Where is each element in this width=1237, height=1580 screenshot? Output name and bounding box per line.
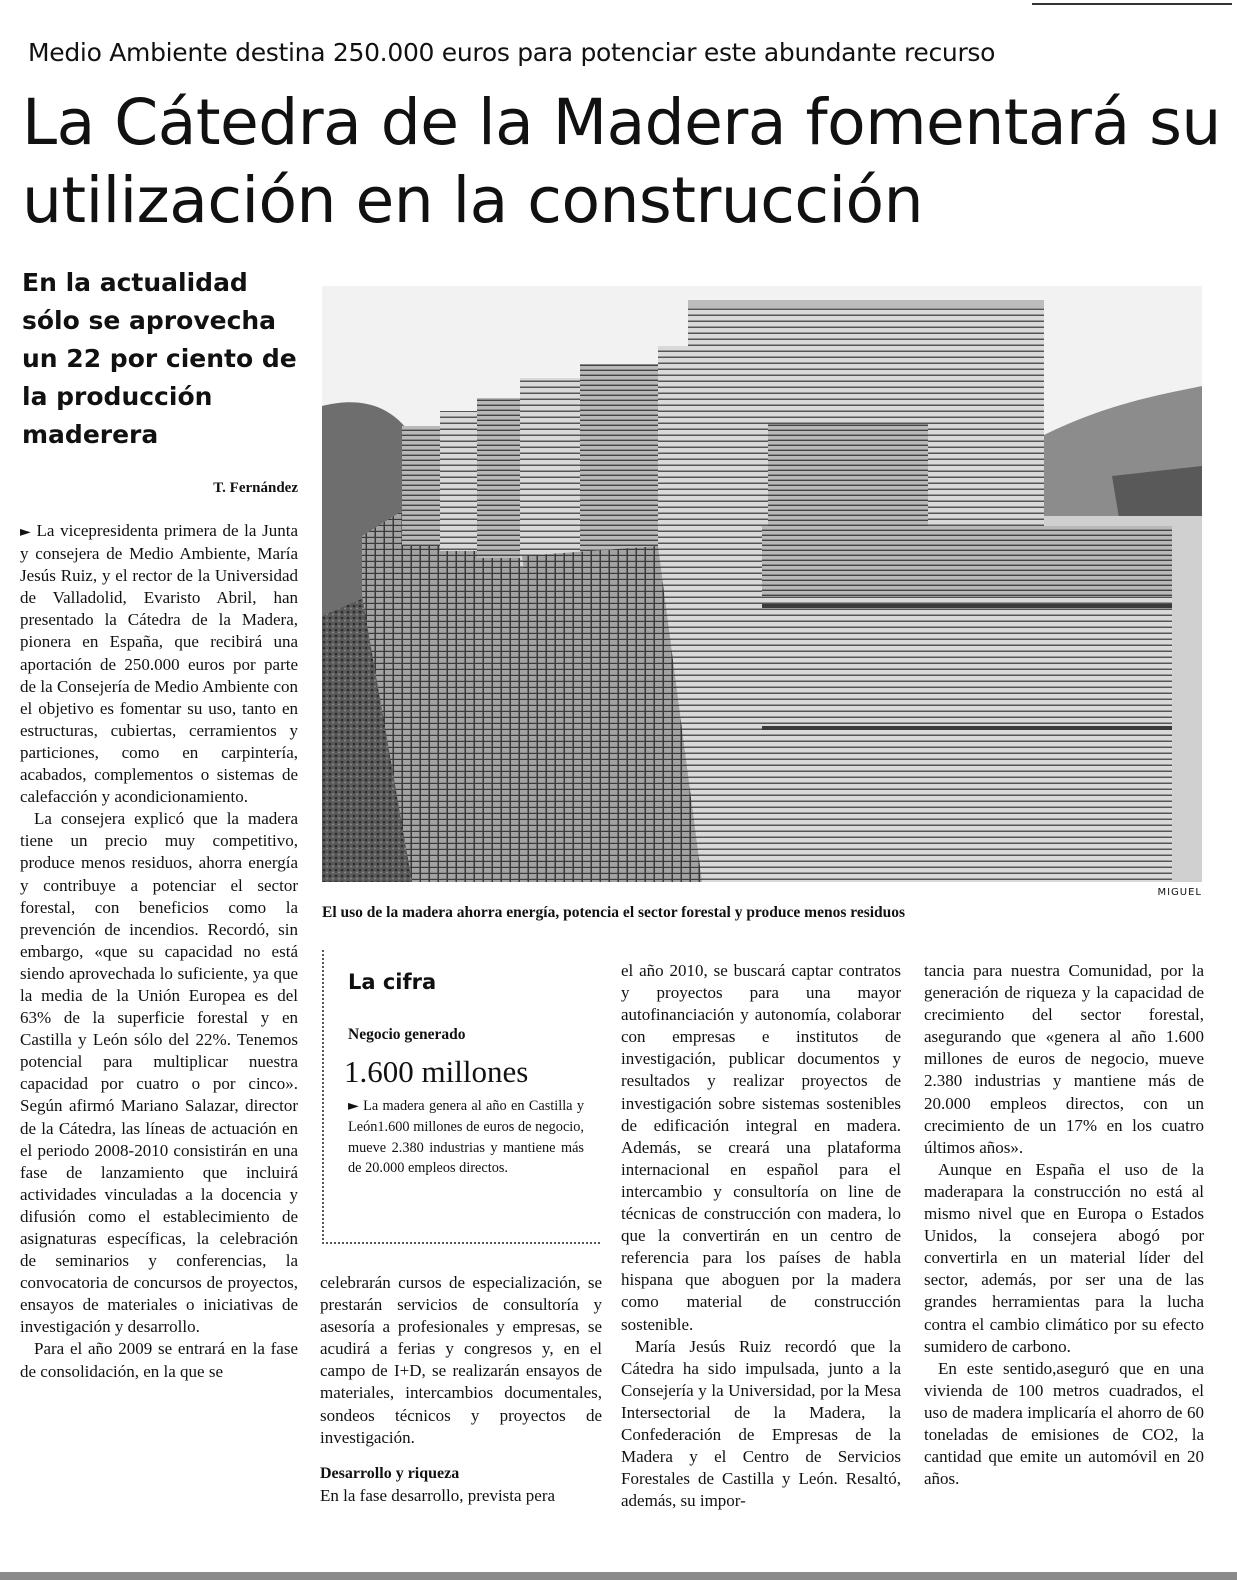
paragraph: Para el año 2009 se entrará en la fase de consolidación, en la que se [20, 1339, 298, 1381]
sidebar-figure: 1.600 millones [344, 1054, 529, 1089]
top-rule [1032, 3, 1232, 5]
subhead: En la actualidad sólo se aprovecha un 22 por ciento de la producción maderera [22, 268, 297, 449]
body-column-3 [621, 960, 901, 1512]
body-column-1 [20, 520, 298, 1383]
timber-stacks-image [322, 286, 1202, 882]
byline: T. Fernández [213, 480, 298, 496]
sidebar-label: Negocio generado [348, 1026, 466, 1043]
timber-stacks-photo [322, 286, 1202, 882]
cifra-sidebar [322, 950, 600, 1244]
photo-caption: El uso de la madera ahorra energía, potencia el sector forestal y produce menos residuos [322, 904, 906, 921]
paragraph: celebrarán cursos de especialización, se prestarán servicios de consultoría y asesoría a profesionales y empresas, se acudirá a ferias y congresos y, en el campo de I+D, se realizarán ensayos de materiales, intercambios documentales, sondeos técnicos y proyectos de investigación. [320, 1273, 602, 1447]
paragraph-text: La vicepresidenta primera de la Junta y consejera de Medio Ambiente, María Jesús Ruiz, y el rector de la Universidad de Valladolid, Evaristo Abril, han presentado la Cátedra de la Madera, pionera en España, que recibirá una aportación de 250.000 euros por parte de la Consejería de Medio Ambiente con el objetivo es fomentar su uso, tanto en estructuras, cubiertas, cerramientos y particiones, como en carpintería, acabados, complementos o sistemas de calefacción y acondicionamiento. [20, 521, 299, 807]
paragraph: tancia para nuestra Comunidad, por la generación de riqueza y la capacidad de crecimiento del sector forestal, asegurando que «genera al año 1.600 millones de euros de negocio, mueve 2.380 industrias y mantiene más de 20.000 empleos directos, con un crecimiento de un 17% en los cuatro últimos años». [924, 961, 1204, 1157]
body-column-4 [924, 960, 1204, 1490]
arrow-icon: ► [20, 524, 31, 540]
paragraph: En la fase desarrollo, prevista pera [320, 1485, 556, 1505]
kicker: Medio Ambiente destina 250.000 euros para potenciar este abundante recurso [28, 38, 996, 67]
crosshead: Desarrollo y riqueza [320, 1464, 460, 1482]
headline: La Cátedra de la Madera fomentará su utilización en la construcción [22, 86, 1221, 237]
sidebar-text-body: La madera genera al año en Castilla y León1.600 millones de euros de negocio, mueve 2.380 industrias y mantiene más de 20.000 empleos directos. [348, 1098, 584, 1177]
arrow-icon: ► [348, 1098, 359, 1114]
paragraph: En este sentido,aseguró que en una vivienda de 100 metros cuadrados, el uso de madera implicaría el ahorro de 60 toneladas de emisiones de CO2, la cantidad que emite un automóvil en 20 años. [924, 1358, 1204, 1489]
paragraph: María Jesús Ruiz recordó que la Cátedra ha sido impulsada, junto a la Consejería y la Universidad, por la Mesa Intersectorial de la Madera, la Confederación de Empresas de la Madera y el Centro de Servicios Forestales de Castilla y León. Resaltó, además, su impor- [621, 1336, 901, 1511]
paragraph: Aunque en España el uso de la maderapara la construcción no está al mismo nivel que en Europa o Estados Unidos, la consejera abogó por convertirla en un material líder del sector, además, por ser una de las grandes herramientas para la lucha contra el cambio climático por su efecto sumidero de carbono. [924, 1159, 1204, 1356]
bottom-bar [0, 1572, 1237, 1580]
photo-credit: MIGUEL [1157, 887, 1202, 898]
sidebar-text [348, 1096, 584, 1179]
sidebar-title: La cifra [348, 970, 437, 994]
paragraph [20, 520, 298, 808]
body-column-2 [320, 1272, 602, 1507]
paragraph: La consejera explicó que la madera tiene un precio muy competitivo, produce menos residuos, ahorra energía y contribuye a potenciar el sector forestal, con beneficios como la prevención de incendios. Recordó, sin embargo, «que su capacidad no está siendo aprovechada lo suficiente, ya que la media de la Unión Europea es del 63% de la superficie forestal y en Castilla y León sólo del 22%. Tenemos potencial para multiplicar nuestra capacidad por cuatro o por cinco». Según afirmó Mariano Salazar, director de la Cátedra, las líneas de actuación en el periodo 2008-2010 consistirán en una fase de lanzamiento que incluirá actividades vinculadas a la docencia y difusión como el establecimiento de asignaturas específicas, la celebración de seminarios y conferencias, la convocatoria de concursos de proyectos, ensayos de materiales o iniciativas de investigación y desarrollo. [20, 809, 298, 1337]
paragraph: el año 2010, se buscará captar contratos y proyectos para una mayor autofinanciación y autonomía, colaborar con empresas e institutos de investigación, publicar documentos y resultados y realizar proyectos de investigación sobre sistemas sostenibles de edificación integral en madera. Además, se creará una plataforma internacional en español para el intercambio y consultoría on line de técnicas de construcción con madera, lo que la convertirán en un centro de referencia para los países de habla hispana que aboguen por la madera como material de construcción sostenible. [621, 961, 901, 1334]
